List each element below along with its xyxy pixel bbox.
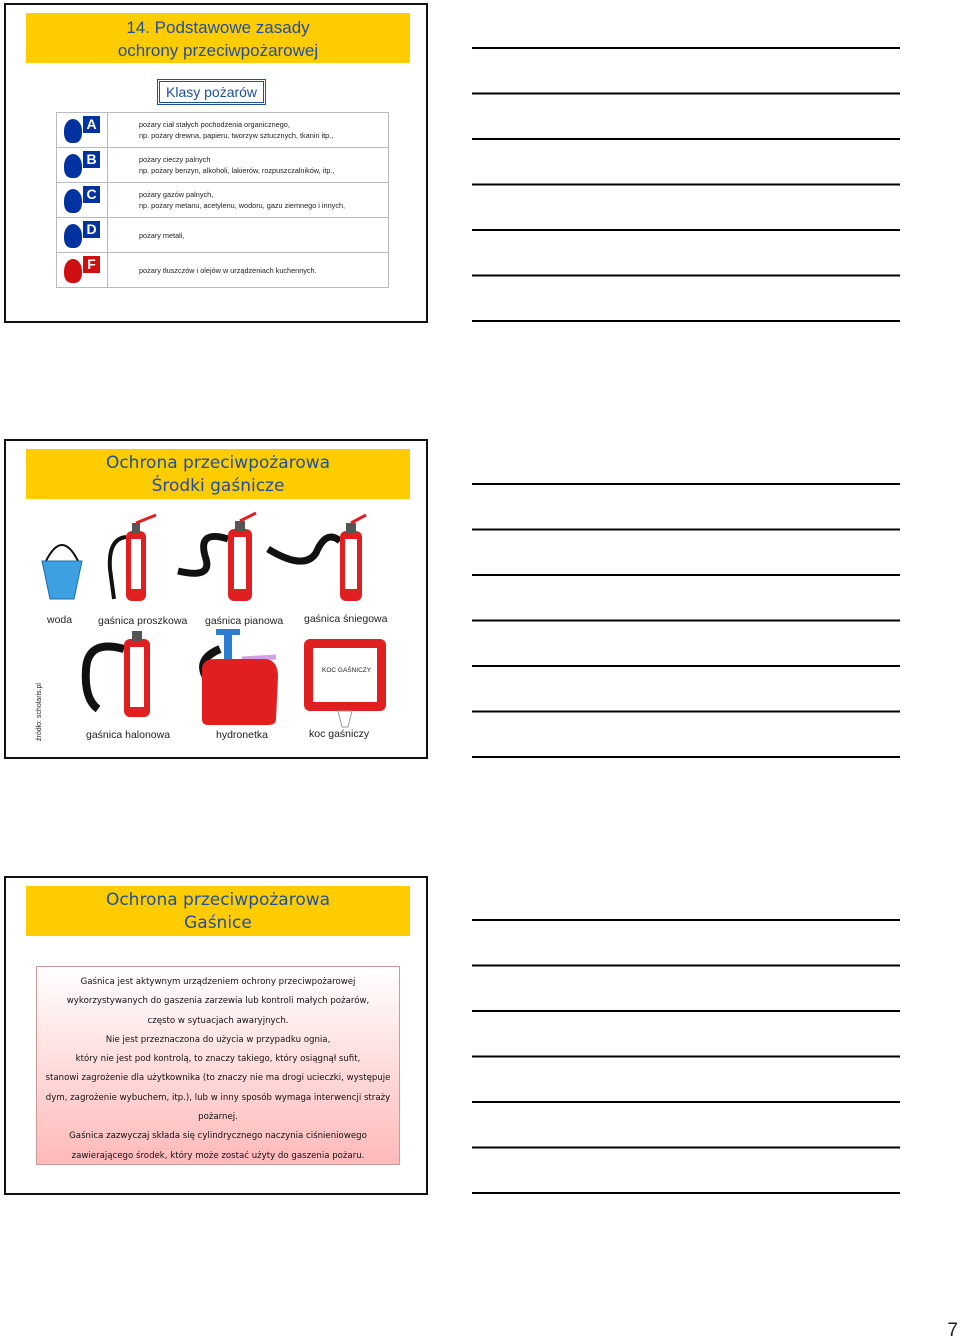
water-bucket-icon	[42, 545, 82, 599]
fire-class-description	[108, 253, 389, 288]
label-hydronetka: hydronetka	[216, 729, 268, 741]
powder-extinguisher-icon	[110, 515, 156, 601]
source-note: źródło: scholaris.pl	[36, 683, 43, 741]
desc-line: Gaśnica jest aktywnym urządzeniem ochrony przeciwpożarowej	[80, 977, 356, 987]
label-koc: koc gaśniczy	[309, 728, 370, 740]
fire-class-icon-cell	[57, 148, 108, 183]
page-number: 7	[947, 1320, 958, 1341]
desc-line: Nie jest przeznaczona do użycia w przypadku ognia,	[105, 1034, 331, 1045]
fire-class-a-icon	[64, 115, 100, 145]
slide-title	[26, 13, 410, 63]
fire-class-icon-cell	[57, 113, 108, 148]
flame-icon	[64, 154, 82, 178]
fire-classes-heading: Klasy pożarów	[159, 81, 264, 103]
blanket-box-text: KOC GAŚNICZY	[322, 667, 372, 674]
fire-class-c-icon	[64, 185, 100, 215]
fire-class-row	[57, 253, 389, 288]
fire-class-f-icon	[64, 255, 100, 285]
label-pianowa: gaśnica pianowa	[205, 615, 284, 627]
fire-class-line-1: pożary tłuszczów i olejów w urządzeniach kuchennych.	[139, 265, 317, 275]
desc-line: który nie jest pod kontrolą, to znaczy takiego, który osiągnął sufit,	[75, 1054, 361, 1065]
fire-class-description	[108, 183, 389, 218]
halon-extinguisher-icon	[86, 631, 150, 717]
desc-line: dym, zagrożenie wybuchem, itp.), lub w inny sposób wymaga interwencji straży	[45, 1092, 391, 1103]
fire-class-line-1: pożary metali,	[139, 230, 185, 240]
label-halonowa: gaśnica halonowa	[86, 729, 171, 741]
hydronetka-icon	[202, 629, 278, 725]
fire-class-line-1: pożary ciał stałych pochodzenia organicznego,	[139, 120, 290, 129]
desc-line: pożarnej.	[198, 1112, 238, 1123]
foam-extinguisher-icon	[178, 513, 256, 601]
flame-icon	[64, 224, 82, 248]
flame-icon	[64, 259, 82, 283]
fire-blanket-icon	[304, 639, 386, 727]
fire-class-letter: B	[83, 151, 100, 168]
fire-class-line-1: pożary gazów palnych,	[139, 190, 214, 199]
fire-class-icon-cell	[57, 183, 108, 218]
fire-class-row	[57, 218, 389, 253]
fire-class-icon-cell	[57, 218, 108, 253]
label-sniegowa: gaśnica śniegowa	[304, 613, 388, 625]
fire-class-line-2: np. pożary benzyn, alkoholi, lakierów, rozpuszczalników, itp.,	[139, 166, 335, 175]
slide-extinguishing-agents	[4, 439, 428, 759]
fire-class-line-2: np. pożary drewna, papieru, tworzyw sztucznych, tkanin itp.,	[139, 131, 334, 140]
desc-line: wykorzystywanych do gaszenia zarzewia lub kontroli małych pożarów,	[66, 996, 370, 1007]
title-line-1: 14. Podstawowe zasady	[126, 18, 310, 37]
title-line-2: Gaśnice	[184, 913, 252, 933]
fire-class-letter: C	[83, 186, 100, 203]
desc-line: często w sytuacjach awaryjnych.	[147, 1015, 289, 1026]
title-line-1: Ochrona przeciwpożarowa	[105, 453, 331, 473]
label-woda: woda	[47, 614, 73, 626]
fire-class-letter: F	[83, 256, 100, 273]
fire-class-row	[57, 148, 389, 183]
slide-title	[26, 886, 410, 936]
title-line-2: Środki gaśnicze	[151, 476, 285, 496]
desc-line: stanowi zagrożenie dla użytkownika (to znaczy nie ma drogi ucieczki, występuje	[45, 1073, 391, 1084]
fire-class-b-icon	[64, 150, 100, 180]
fire-class-icon-cell	[57, 253, 108, 288]
desc-line: Gaśnica zazwyczaj składa się cylindrycznego naczynia ciśnieniowego	[69, 1131, 367, 1142]
title-line-1: Ochrona przeciwpożarowa	[105, 890, 331, 910]
co2-extinguisher-icon	[268, 515, 366, 601]
flame-icon	[64, 189, 82, 213]
fire-class-d-icon	[64, 220, 100, 250]
fire-class-row	[57, 113, 389, 148]
slide-extinguishers	[4, 876, 428, 1195]
slide-title	[26, 449, 410, 499]
fire-class-line-1: pożary cieczy palnych	[139, 155, 211, 164]
fire-classes-table	[56, 112, 389, 288]
fire-class-line-2: np. pożary metanu, acetylenu, wodoru, gazu ziemnego i innych,	[139, 201, 346, 210]
fire-class-description	[108, 218, 389, 253]
fire-class-row	[57, 183, 389, 218]
fire-class-description	[108, 148, 389, 183]
extinguisher-description	[36, 966, 400, 1165]
extinguishers-illustration	[6, 509, 426, 759]
label-proszkowa: gaśnica proszkowa	[98, 615, 188, 627]
title-line-2: ochrony przeciwpożarowej	[117, 41, 319, 60]
fire-class-description	[108, 113, 389, 148]
flame-icon	[64, 119, 82, 143]
fire-class-letter: D	[83, 221, 100, 238]
slide-fire-classes	[4, 3, 428, 323]
desc-line: zawierającego środek, który może zostać użyty do gaszenia pożaru.	[71, 1150, 365, 1161]
fire-class-letter: A	[83, 116, 100, 133]
